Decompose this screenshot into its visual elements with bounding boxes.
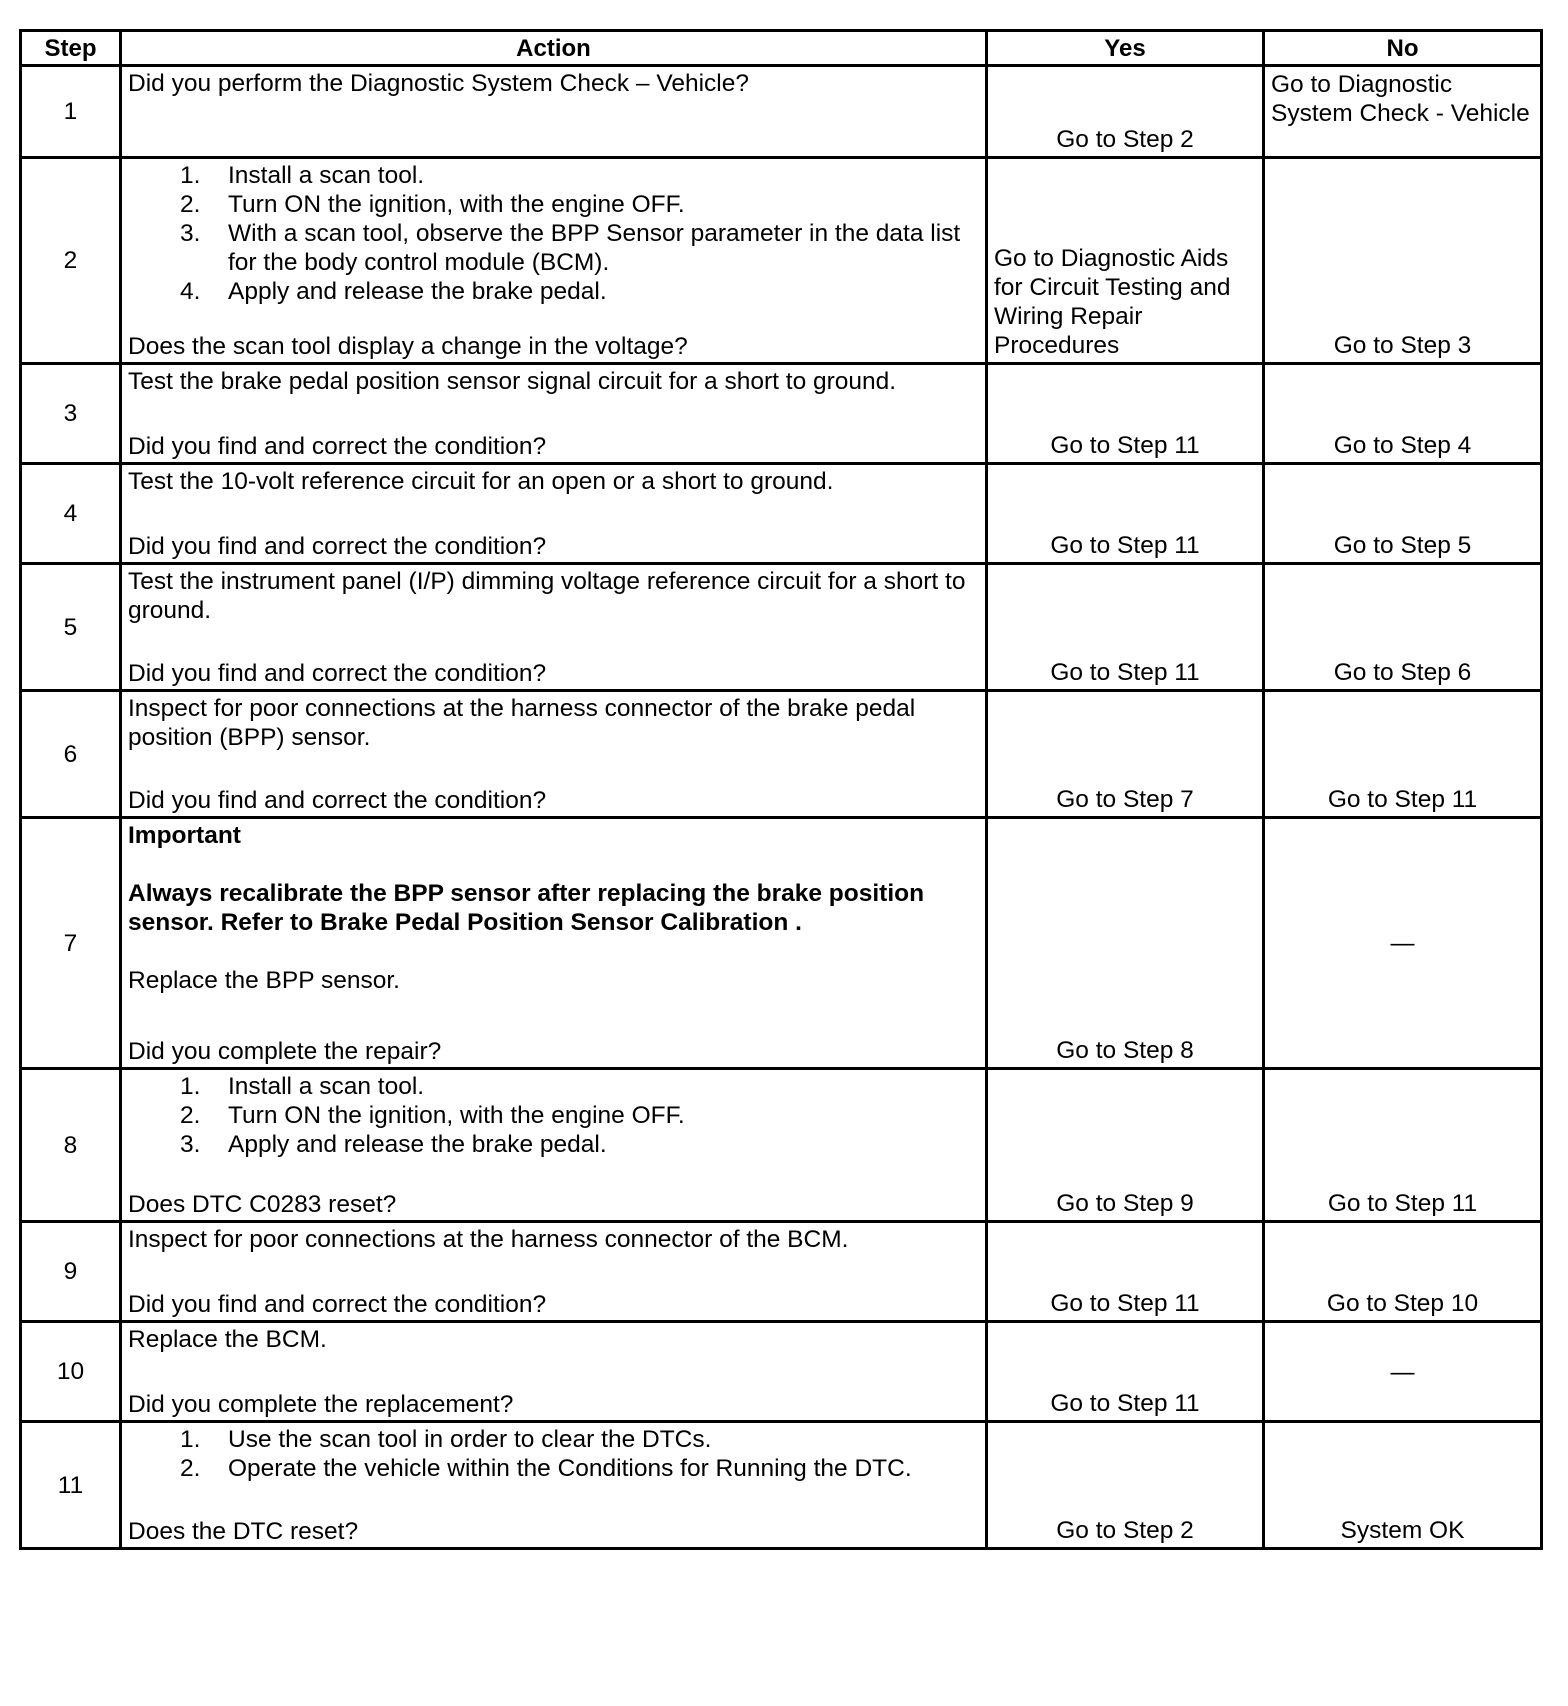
- action-question: Does DTC C0283 reset?: [128, 1191, 397, 1218]
- step-number: 7: [21, 818, 121, 1069]
- yes-cell: Go to Step 8: [987, 818, 1264, 1069]
- step-number: 2: [21, 158, 121, 364]
- table-row: [21, 464, 1542, 564]
- table-row: [21, 818, 1542, 1069]
- action-question: Did you find and correct the condition?: [128, 787, 547, 814]
- yes-cell: Go to Step 11: [987, 464, 1264, 564]
- action-text: Replace the BPP sensor.: [128, 967, 400, 994]
- header-action: Action: [121, 31, 987, 66]
- yes-cell: Go to Diagnostic Aids for Circuit Testing and Wiring Repair Procedures: [987, 158, 1264, 364]
- step-number: 3: [21, 364, 121, 464]
- header-no: No: [1264, 31, 1542, 66]
- yes-cell: Go to Step 7: [987, 691, 1264, 818]
- step-number: 11: [21, 1422, 121, 1549]
- step-number: 5: [21, 564, 121, 691]
- no-cell: Go to Step 10: [1264, 1222, 1542, 1322]
- action-text: Did you perform the Diagnostic System Check – Vehicle?: [128, 70, 749, 97]
- action-cell: [121, 1222, 987, 1322]
- step-number: 4: [21, 464, 121, 564]
- list-item: 3. Apply and release the brake pedal.: [180, 1131, 607, 1158]
- action-cell: [121, 1322, 987, 1422]
- yes-cell: Go to Step 2: [987, 1422, 1264, 1549]
- list-item: 4. Apply and release the brake pedal.: [180, 278, 607, 305]
- action-cell: [121, 1069, 987, 1222]
- action-text: Test the instrument panel (I/P) dimming voltage reference circuit for a short to ground.: [128, 568, 966, 624]
- table-row: [21, 158, 1542, 364]
- table-row: [21, 564, 1542, 691]
- no-cell: Go to Step 11: [1264, 1069, 1542, 1222]
- yes-cell: Go to Step 9: [987, 1069, 1264, 1222]
- yes-cell: Go to Step 11: [987, 364, 1264, 464]
- action-question: Does the DTC reset?: [128, 1518, 359, 1545]
- action-cell: [121, 364, 987, 464]
- action-text: Test the brake pedal position sensor signal circuit for a short to ground.: [128, 368, 897, 395]
- table-row: [21, 691, 1542, 818]
- yes-cell: Go to Step 2: [987, 66, 1264, 158]
- steps-list: [128, 1425, 979, 1483]
- action-cell: [121, 691, 987, 818]
- table-row: [21, 1322, 1542, 1422]
- action-question: Did you find and correct the condition?: [128, 433, 547, 460]
- no-cell: Go to Step 3: [1264, 158, 1542, 364]
- important-label: Important: [128, 822, 241, 849]
- action-text: Inspect for poor connections at the harness connector of the brake pedal position (BPP) sensor.: [128, 695, 916, 751]
- action-cell: [121, 158, 987, 364]
- action-question: Did you find and correct the condition?: [128, 1291, 547, 1318]
- action-cell: [121, 464, 987, 564]
- list-item: 1. Use the scan tool in order to clear the DTCs.: [180, 1426, 712, 1453]
- table-row: [21, 1422, 1542, 1549]
- action-question: Did you find and correct the condition?: [128, 660, 547, 687]
- yes-cell: Go to Step 11: [987, 1322, 1264, 1422]
- action-question: Did you complete the repair?: [128, 1038, 442, 1065]
- action-text: Test the 10-volt reference circuit for an open or a short to ground.: [128, 468, 834, 495]
- step-number: 1: [21, 66, 121, 158]
- header-yes: Yes: [987, 31, 1264, 66]
- header-row: [21, 31, 1542, 66]
- action-question: Does the scan tool display a change in the voltage?: [128, 333, 688, 360]
- action-cell: [121, 66, 987, 158]
- step-number: 10: [21, 1322, 121, 1422]
- no-cell: Go to Step 11: [1264, 691, 1542, 818]
- no-cell: Go to Step 4: [1264, 364, 1542, 464]
- diagnostic-table: [19, 29, 1543, 1550]
- table-row: [21, 1069, 1542, 1222]
- action-cell: [121, 564, 987, 691]
- step-number: 6: [21, 691, 121, 818]
- table-row: [21, 364, 1542, 464]
- yes-cell: Go to Step 11: [987, 1222, 1264, 1322]
- action-question: Did you complete the replacement?: [128, 1391, 514, 1418]
- yes-cell: Go to Step 11: [987, 564, 1264, 691]
- no-cell: System OK: [1264, 1422, 1542, 1549]
- step-number: 9: [21, 1222, 121, 1322]
- action-cell: [121, 818, 987, 1069]
- no-cell: —: [1264, 1322, 1542, 1422]
- list-item: 1. Install a scan tool.: [180, 1073, 425, 1100]
- list-item: 2. Turn ON the ignition, with the engine OFF.: [180, 1102, 685, 1129]
- action-text: Replace the BCM.: [128, 1326, 327, 1353]
- steps-list: [128, 1072, 979, 1159]
- list-item: 2. Turn ON the ignition, with the engine OFF.: [180, 191, 685, 218]
- header-step: Step: [21, 31, 121, 66]
- action-text: Inspect for poor connections at the harness connector of the BCM.: [128, 1226, 849, 1253]
- no-cell: Go to Diagnostic System Check - Vehicle: [1264, 66, 1542, 158]
- important-note: Always recalibrate the BPP sensor after replacing the brake position sensor. Refer to Brake Pedal Position Sensor Calibration .: [128, 880, 925, 936]
- no-cell: —: [1264, 818, 1542, 1069]
- action-question: Did you find and correct the condition?: [128, 533, 547, 560]
- no-cell: Go to Step 6: [1264, 564, 1542, 691]
- table-row: [21, 66, 1542, 158]
- list-item: 1. Install a scan tool.: [180, 162, 425, 189]
- list-item: 3. With a scan tool, observe the BPP Sensor parameter in the data list for the body control module (BCM).: [180, 220, 961, 276]
- table-row: [21, 1222, 1542, 1322]
- action-cell: [121, 1422, 987, 1549]
- list-item: 2. Operate the vehicle within the Conditions for Running the DTC.: [180, 1455, 912, 1482]
- step-number: 8: [21, 1069, 121, 1222]
- steps-list: [128, 161, 979, 306]
- no-cell: Go to Step 5: [1264, 464, 1542, 564]
